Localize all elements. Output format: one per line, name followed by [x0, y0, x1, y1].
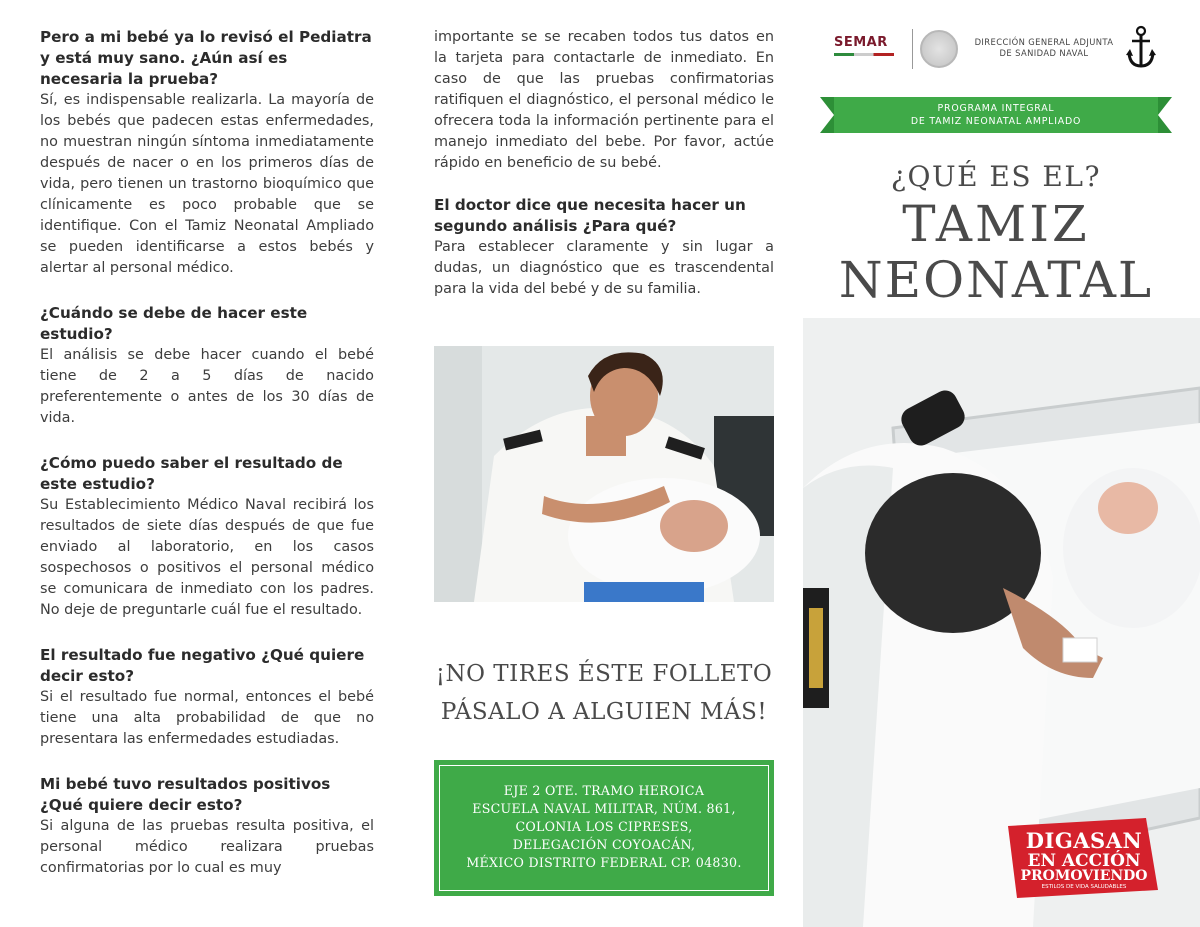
badge-line-1: DIGASAN — [1025, 828, 1143, 853]
faq-question-6: El doctor dice que necesita hacer un segundo análisis ¿Para qué? — [434, 196, 746, 235]
direccion-line-1: DIRECCIÓN GENERAL ADJUNTA — [974, 37, 1114, 47]
badge-line-2: EN ACCIÓN — [1027, 851, 1141, 871]
address-box — [434, 760, 774, 896]
semar-flag-bar — [834, 53, 894, 56]
ribbon-band — [834, 97, 1158, 133]
anchor-icon — [1126, 25, 1156, 69]
nurse-holding-baby-photo — [434, 346, 774, 602]
column-1 — [40, 27, 374, 903]
badge-line-3: PROMOVIENDO — [1020, 868, 1148, 884]
address-line-3: COLONIA LOS CIPRESES, — [515, 819, 693, 834]
address-line-5: MÉXICO DISTRITO FEDERAL CP. 04830. — [466, 855, 742, 870]
digasan-badge — [1008, 818, 1158, 898]
direccion-label — [966, 37, 1122, 59]
faq-section-3 — [40, 453, 374, 621]
cover-title-line-2: NEONATAL — [838, 251, 1154, 309]
address-line-2: ESCUELA NAVAL MILITAR, NÚM. 861, — [472, 801, 736, 816]
ribbon-line-1: PROGRAMA INTEGRAL — [937, 103, 1055, 114]
faq-answer-3: Su Establecimiento Médico Naval recibirá los resultados de siete días después de que fue enviado al laboratorio, en los casos sospechosos o positivos el personal médico se comunicara de inmediato con los padres. No deje de preguntarle cuál fue el resultado. — [40, 497, 374, 618]
faq-answer-6: Para establecer claramente y sin lugar a dudas, un diagnóstico que es trascendental para la vida del bebé y de su familia. — [434, 239, 774, 297]
faq-section-2 — [40, 303, 374, 429]
ribbon-tail-right — [1158, 97, 1172, 133]
column-2 — [434, 27, 774, 300]
cover-subtitle: ¿QUÉ ES EL? — [891, 160, 1101, 193]
slogan — [434, 655, 774, 731]
address-line-4: DELEGACIÓN COYOACÁN, — [512, 837, 696, 852]
ribbon-line-2: DE TAMIZ NEONATAL AMPLIADO — [910, 116, 1082, 127]
faq-answer-5: Si alguna de las pruebas resulta positiva, el personal médico realizara pruebas confirmatorias por lo cual es muy — [40, 818, 374, 876]
faq-question-1: Pero a mi bebé ya lo revisó el Pediatra y está muy sano. ¿Aún así es necesaria la prueba? — [40, 28, 372, 88]
faq-section-1 — [40, 27, 374, 279]
national-seal-icon — [920, 30, 958, 68]
faq-section-5 — [40, 774, 374, 879]
faq-answer-4: Si el resultado fue normal, entonces el bebé tiene una alta probabilidad de que no presentara las enfermedades estudiadas. — [40, 689, 374, 747]
program-ribbon — [820, 97, 1172, 133]
faq-question-2: ¿Cuándo se debe de hacer este estudio? — [40, 304, 308, 343]
address-line-1: EJE 2 OTE. TRAMO HEROICA — [503, 783, 705, 798]
address-frame — [439, 765, 769, 891]
faq-question-5: Mi bebé tuvo resultados positivos ¿Qué quiere decir esto? — [40, 775, 331, 814]
slogan-line-1: ¡NO TIRES ÉSTE FOLLETO — [435, 661, 773, 687]
faq-question-3: ¿Cómo puedo saber el resultado de este estudio? — [40, 454, 343, 493]
continuation-text: importante se se recaben todos tus datos en la tarjeta para contactarle de inmediato. En caso de que las pruebas confirmatorias ratifiquen el diagnóstico, el personal médico le ofrecera toda la información pertinente para el manejo inmediato del bebe. Por favor, actúe rápido en beneficio de su bebé. — [434, 29, 774, 171]
faq-answer-1: Sí, es indispensable realizarla. La mayoría de los bebés que padecen estas enfermedades, no muestran ningún síntoma inmediatamente después de nacer o en los primeros días de vida, pero tienen un trastorno bioquímico que clínicamente es poco probable que se identifique. Con el Tamiz Neonatal Ampliado se pueden identificarse a estos bebés y alertar al personal médico. — [40, 92, 374, 276]
logo-divider — [912, 29, 913, 69]
header-logos — [830, 25, 1170, 75]
faq-question-4: El resultado fue negativo ¿Qué quiere decir esto? — [40, 646, 365, 685]
semar-wordmark: SEMAR — [834, 35, 888, 50]
faq-answer-2: El análisis se debe hacer cuando el bebé tiene de 2 a 5 días de nacido preferentemente o antes de los 30 días de vida. — [40, 347, 374, 426]
faq-section-4 — [40, 645, 374, 750]
slogan-line-2: PÁSALO A ALGUIEN MÁS! — [440, 699, 768, 725]
cover-title-line-1: TAMIZ — [902, 195, 1090, 253]
ribbon-tail-left — [820, 97, 834, 133]
direccion-line-2: DE SANIDAD NAVAL — [999, 48, 1089, 58]
badge-line-4: ESTILOS DE VIDA SALUDABLES — [1041, 884, 1127, 890]
semar-logo — [830, 35, 900, 67]
